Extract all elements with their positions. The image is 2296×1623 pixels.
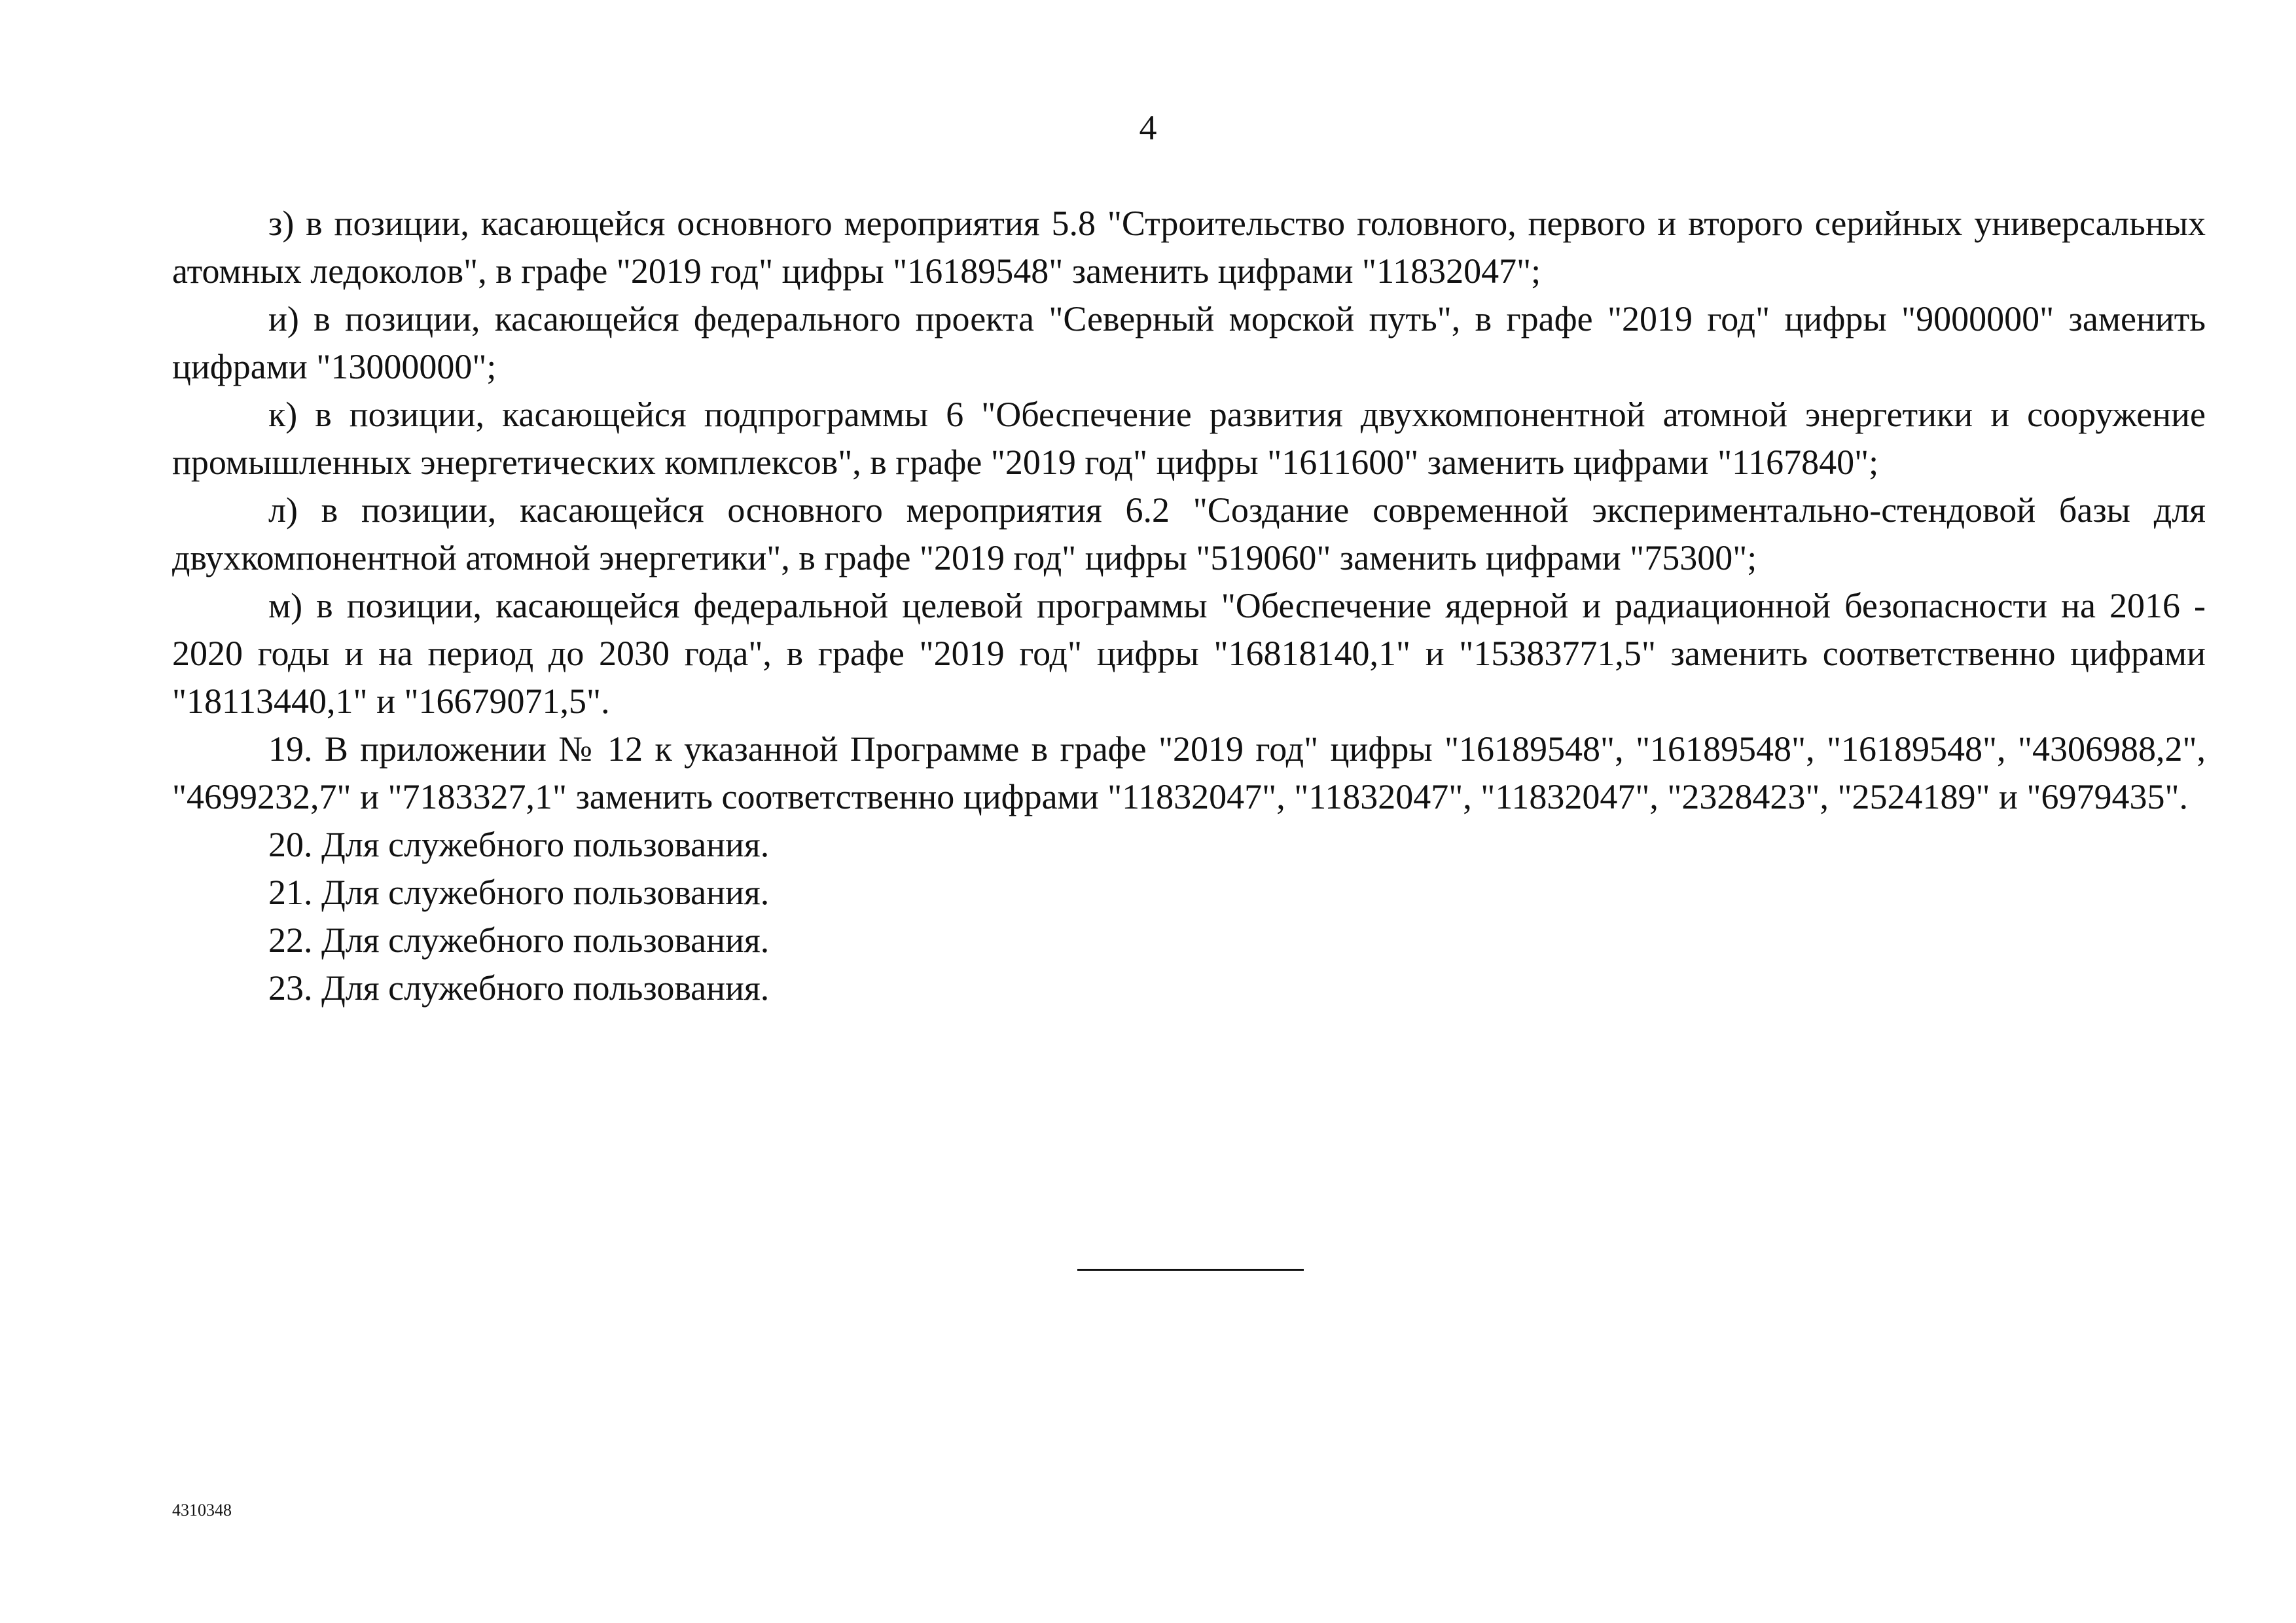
- paragraph-k: к) в позиции, касающейся подпрограммы 6 "Обеспечение развития двухкомпонентной атомной энергетики и сооружение промышленных энергетических комплексов", в графе "2019 год" цифры "1611600" заменить цифрами "1167840";: [172, 395, 2206, 482]
- paragraph-23: 23. Для служебного пользования.: [268, 968, 770, 1008]
- paragraph-m: м) в позиции, касающейся федеральной целевой программы "Обеспечение ядерной и радиационной безопасности на 2016 - 2020 годы и на период до 2030 года", в графе "2019 год" цифры "16818140,1" и "15383771,5" заменить соответственно цифрами "18113440,1" и "16679071,5".: [172, 586, 2206, 721]
- document-code: 4310348: [172, 1501, 232, 1520]
- paragraph-i: и) в позиции, касающейся федерального проекта "Северный морской путь", в графе "2019 год" цифры "9000000" заменить цифрами "13000000";: [172, 299, 2206, 386]
- page-number: 4: [1139, 108, 1157, 147]
- paragraph-22: 22. Для служебного пользования.: [268, 921, 770, 960]
- end-divider-line: [1077, 1269, 1304, 1271]
- paragraph-19: 19. В приложении № 12 к указанной Программе в графе "2019 год" цифры "16189548", "16189548", "16189548", "4306988,2", "4699232,7" и "7183327,1" заменить соответственно цифрами "11832047", "11832047", "11832047", "2328423", "2524189" и "6979435".: [172, 729, 2206, 816]
- paragraph-z: з) в позиции, касающейся основного мероприятия 5.8 "Строительство головного, первого и второго серийных универсальных атомных ледоколов", в графе "2019 год" цифры "16189548" заменить цифрами "11832047";: [172, 204, 2206, 291]
- paragraph-20: 20. Для служебного пользования.: [268, 825, 770, 864]
- document-body: [172, 200, 2206, 1012]
- paragraph-l: л) в позиции, касающейся основного мероприятия 6.2 "Создание современной экспериментально-стендовой базы для двухкомпонентной атомной энергетики", в графе "2019 год" цифры "519060" заменить цифрами "75300";: [172, 490, 2206, 577]
- paragraph-21: 21. Для служебного пользования.: [268, 873, 770, 912]
